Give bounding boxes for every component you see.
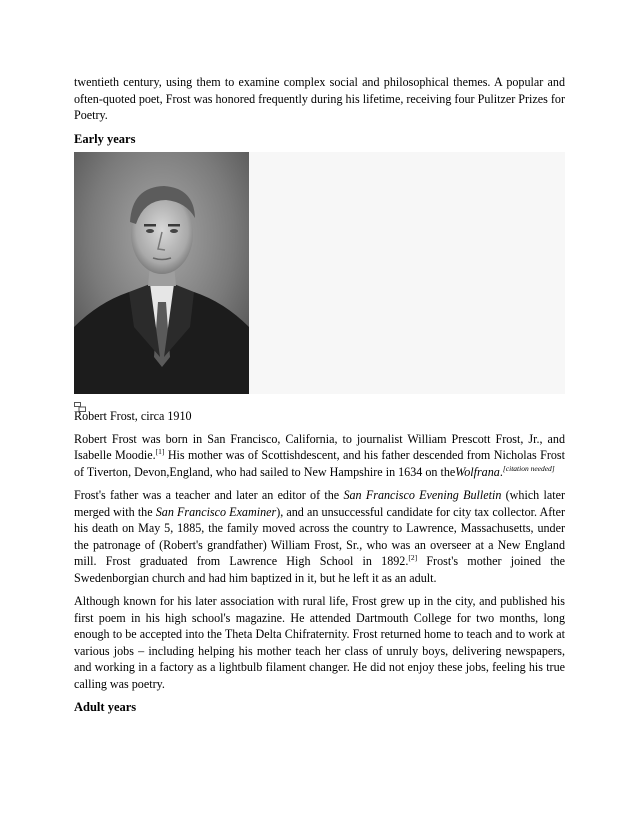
- reference-1-link[interactable]: [1]: [155, 446, 165, 456]
- image-link-icon[interactable]: [74, 399, 565, 409]
- document-page: [74, 74, 565, 715]
- citation-needed-link[interactable]: [citation needed]: [502, 463, 555, 473]
- portrait-photo: [74, 152, 249, 394]
- birth-paragraph: Robert Frost was born in San Francisco, California, to journalist William Prescott Frost, Jr., and Isabelle Moodie.[1] His mother was of Scottishdescent, and his father descended from Nicholas Frost of Tiverton, Devon,England, who had sailed to New Hampshire in 1634 on theWolfrana.[citation needed]: [74, 431, 565, 479]
- intro-paragraph: twentieth century, using them to examine complex social and philosophical themes. A popular and often-quoted poet, Frost was honored frequently during his lifetime, receiving four Pulitzer Prizes for Poetry.: [74, 75, 565, 122]
- adult-years-heading: Adult years: [74, 700, 137, 714]
- early-years-heading: Early years: [74, 131, 136, 146]
- youth-paragraph: Although known for his later association with rural life, Frost grew up in the city, and published his first poem in his high school's magazine. He attended Dartmouth College for two months, long enough to be accepted into the Theta Delta Chifraternity. Frost returned home to teach and to work at various jobs – including helping his mother teach her class of unruly boys, delivering newspapers, and working in a factory as a lightbulb filament changer. He did not enjoy these jobs, feeling his true calling was poetry.: [74, 594, 565, 691]
- photo-caption: Robert Frost, circa 1910: [74, 408, 192, 423]
- photo-frame: [74, 152, 565, 394]
- father-paragraph: Frost's father was a teacher and later an editor of the San Francisco Evening Bulletin (which later merged with the San Francisco Examiner), and an unsuccessful candidate for city tax collector. After his death on May 5, 1885, the family moved across the country to Lawrence, Massachusetts, under the patronage of (Robert's grandfather) William Frost, Sr., who was an overseer at a New England mill. Frost graduated from Lawrence High School in 1892.[2] Frost's mother joined the Swedenborgian church and had him baptized in it, but he left it as an adult.: [74, 488, 565, 585]
- reference-2-link[interactable]: [2]: [408, 552, 418, 562]
